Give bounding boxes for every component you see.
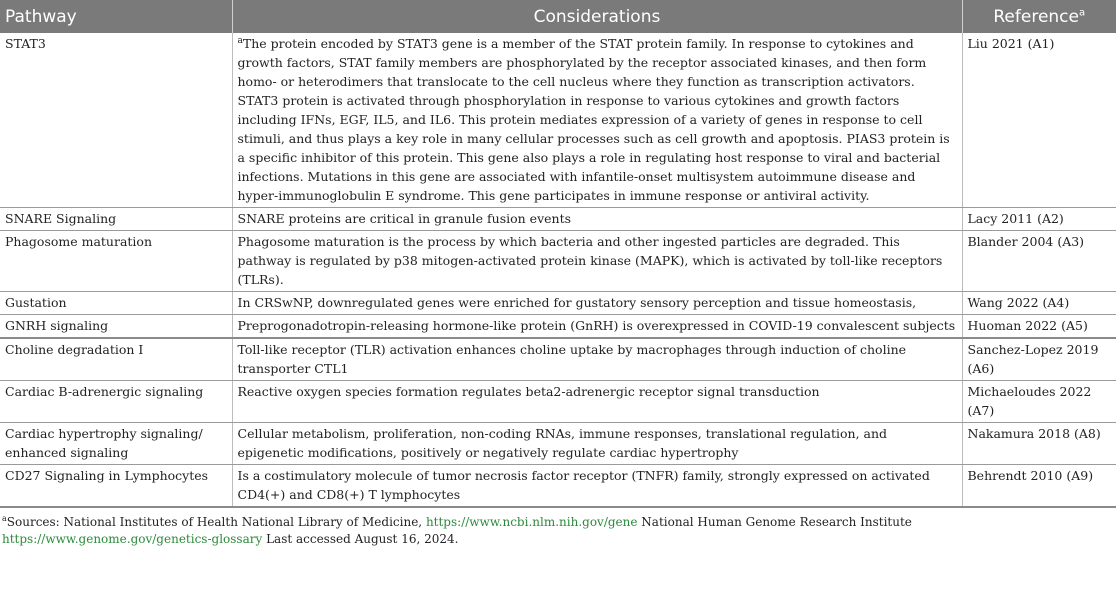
pathway-cell: SNARE Signaling <box>0 208 232 231</box>
reference-cell: Lacy 2011 (A2) <box>962 208 1116 231</box>
considerations-cell: Reactive oxygen species formation regulates beta2-adrenergic receptor signal transduction <box>232 381 962 423</box>
header-reference-footnote-mark: a <box>1078 7 1086 19</box>
table-header-row <box>0 0 1116 33</box>
table-footnote <box>0 508 1116 548</box>
reference-cell: Wang 2022 (A4) <box>962 292 1116 315</box>
pathway-cell: Cardiac B-adrenergic signaling <box>0 381 232 423</box>
table-row <box>0 381 1116 423</box>
pathway-cell: STAT3 <box>0 33 232 208</box>
footnote-text: Sources: National Institutes of Health National Library of Medicine, <box>6 515 426 529</box>
footnote-text: Last accessed August 16, 2024. <box>262 532 459 546</box>
table-row <box>0 208 1116 231</box>
table-row <box>0 315 1116 339</box>
considerations-cell: Cellular metabolism, proliferation, non-coding RNAs, immune responses, translational regulation, and epigenetic modifications, positively or negatively regulate cardiac hypertrophy <box>232 423 962 465</box>
header-pathway: Pathway <box>0 0 232 33</box>
pathway-cell: CD27 Signaling in Lymphocytes <box>0 465 232 508</box>
reference-cell: Huoman 2022 (A5) <box>962 315 1116 339</box>
genome-glossary-link[interactable]: https://www.genome.gov/genetics-glossary <box>2 532 263 546</box>
header-considerations: Considerations <box>232 0 962 33</box>
pathway-cell: Cardiac hypertrophy signaling/ enhanced signaling <box>0 423 232 465</box>
considerations-cell <box>232 33 962 208</box>
pathway-cell: Gustation <box>0 292 232 315</box>
considerations-cell: In CRSwNP, downregulated genes were enriched for gustatory sensory perception and tissue homeostasis, <box>232 292 962 315</box>
reference-cell: Blander 2004 (A3) <box>962 231 1116 292</box>
considerations-cell: Preprogonadotropin-releasing hormone-like protein (GnRH) is overexpressed in COVID-19 convalescent subjects <box>232 315 962 339</box>
table-row <box>0 338 1116 381</box>
table-row <box>0 292 1116 315</box>
pathway-cell: Choline degradation I <box>0 338 232 381</box>
reference-cell: Michaeloudes 2022 (A7) <box>962 381 1116 423</box>
reference-cell: Liu 2021 (A1) <box>962 33 1116 208</box>
row-footnote-mark: a <box>237 35 243 46</box>
table-row <box>0 465 1116 508</box>
table-row <box>0 231 1116 292</box>
footnote-mark: a <box>2 514 7 523</box>
table-row <box>0 423 1116 465</box>
considerations-text: The protein encoded by STAT3 gene is a member of the STAT protein family. In response to cytokines and growth factors, STAT family members are phosphorylated by the receptor associated kinases, and then form homo- or heterodimers that translocate to the cell nucleus where they function as transcription activators. STAT3 protein is activated through phosphorylation in response to various cytokines and growth factors including IFNs, EGF, IL5, and IL6. This protein mediates expression of a variety of genes in response to cell stimuli, and thus plays a key role in many cellular processes such as cell growth and apoptosis. PIAS3 protein is a specific inhibitor of this protein. This gene also plays a role in regulating host response to viral and bacterial infections. Mutations in this gene are associated with infantile-onset multisystem autoimmune disease and hyper-immunoglobulin E syndrome. This gene participates in immune response or antiviral activity. <box>237 36 950 203</box>
pathway-cell: Phagosome maturation <box>0 231 232 292</box>
footnote-text: National Human Genome Research Institute <box>637 515 912 529</box>
table-row <box>0 33 1116 208</box>
considerations-cell: Toll-like receptor (TLR) activation enhances choline uptake by macrophages through induction of choline transporter CTL1 <box>232 338 962 381</box>
considerations-cell: Is a costimulatory molecule of tumor necrosis factor receptor (TNFR) family, strongly expressed on activated CD4(+) and CD8(+) T lymphocytes <box>232 465 962 508</box>
reference-cell: Sanchez-Lopez 2019 (A6) <box>962 338 1116 381</box>
header-reference-label: Reference <box>993 7 1079 27</box>
reference-cell: Nakamura 2018 (A8) <box>962 423 1116 465</box>
pathway-cell: GNRH signaling <box>0 315 232 339</box>
ncbi-gene-link[interactable]: https://www.ncbi.nlm.nih.gov/gene <box>425 515 638 529</box>
header-reference <box>962 0 1116 33</box>
considerations-cell: SNARE proteins are critical in granule fusion events <box>232 208 962 231</box>
considerations-cell: Phagosome maturation is the process by which bacteria and other ingested particles are degraded. This pathway is regulated by p38 mitogen-activated protein kinase (MAPK), which is activated by toll-like receptors (TLRs). <box>232 231 962 292</box>
reference-cell: Behrendt 2010 (A9) <box>962 465 1116 508</box>
